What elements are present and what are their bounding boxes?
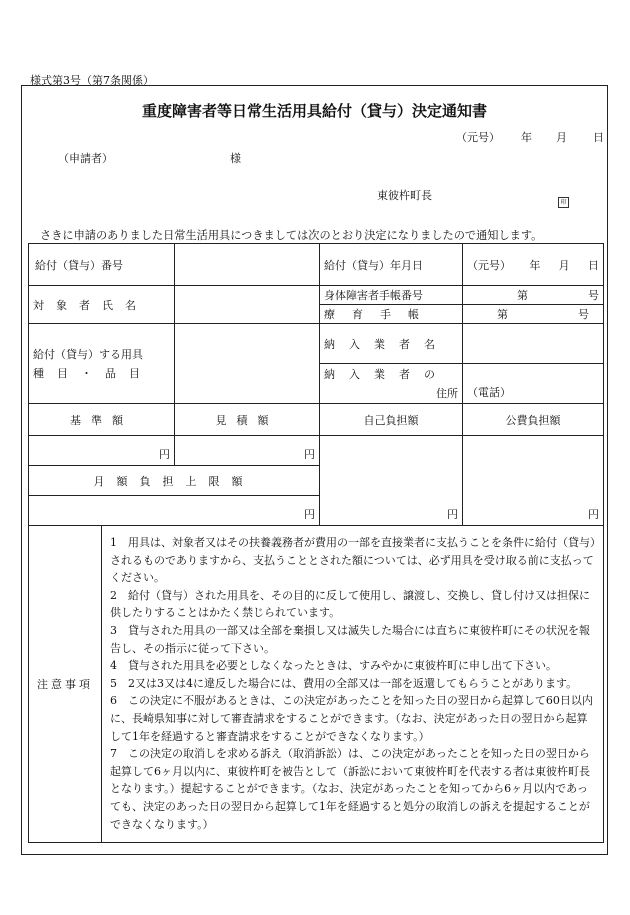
subject-name-label: 対象者氏名 [29,286,175,324]
standard-amount-value: 円 [29,436,175,466]
date-year: 年 [521,131,532,144]
public-pay-header: 公費負担額 [463,404,604,436]
note-item: 6 この決定に不服があるときは、この決定があったことを知った日の翌日から起算して60日以内に、長崎県知事に対して審査請求をすることができます。（なお、決定があった日の翌日から起算して1年を経過すると審査請求をすることができなくなります。） [110,694,593,743]
table-row [29,286,604,305]
grant-date-value: （元号） 年 月 日 [463,244,604,286]
notes-label: 注意事項 [29,526,102,843]
self-pay-header: 自己負担額 [320,404,463,436]
monthly-limit-value: 円 [29,496,320,526]
public-pay-value: 円 [463,436,604,526]
note-item: 7 この決定の取消しを求める訴え（取消訴訟）は、この決定があったことを知った日の翌日から起算して6ヶ月以内に、東彼杵町を被告として（訴訟において東彼杵町を代表する者は東彼杵町長となります。）提起することができます。（なお、決定があったことを知ってから6ヶ月以内であっても、決定のあった日の翌日から起算して1年を経過すると処分の取消しの訴えを提起することができなくなります。） [110,747,590,831]
notes-list [102,526,604,843]
table-row [29,244,604,286]
applicant-honorific: 様 [230,152,241,165]
grant-number-label: 給付（貸与）番号 [29,244,175,286]
applicant-label: （申請者） [58,152,113,165]
details-table [28,243,604,843]
date-era: （元号） [456,131,500,144]
item-label: 給付（貸与）する用具 種目・品目 [29,324,175,404]
note-item: 4 貸与された用具を必要としなくなったときは、すみやかに東彼杵町に申し出て下さい。 [110,659,557,673]
monthly-limit-label: 月額負担上限額 [29,466,320,496]
form-number-label: 様式第3号（第7条関係） [30,74,154,87]
care-book-label: 療育手帳 [320,305,463,324]
note-item: 1 用具は、対象者又はその扶養義務者が費用の一部を直接業者に支払うことを条件に給付（貸与）されるものでありますから、支払うこととされた額については、必ず用具を受け取る前に支払ってください。 [110,536,596,585]
care-book-value: 第 号 [463,305,604,324]
date-month: 月 [556,131,567,144]
vendor-address-label: 納入業者の 住所 [320,364,463,404]
table-row [29,404,604,436]
date-day: 日 [593,131,604,144]
note-item: 3 貸与された用具の一部又は全部を棄損し又は滅失した場合には直ちに東彼杵町にその状況を報告し、その指示に従って下さい。 [110,623,590,655]
table-row [29,324,604,364]
vendor-address-value: （電話） [463,364,604,404]
vendor-name-value [463,324,604,364]
seal-icon: 印 [558,189,569,208]
grant-date-label: 給付（貸与）年月日 [320,244,463,286]
disability-book-value: 第 号 [463,286,604,305]
estimate-amount-value: 円 [175,436,320,466]
vendor-name-label: 納入業者名 [320,324,463,364]
issuer-name: 東彼杵町長 [377,189,432,202]
note-item: 5 2又は3又は4に違反した場合には、費用の全部又は一部を返還してもらうことがあります。 [110,676,578,690]
table-row [29,436,604,466]
item-value [175,324,320,404]
table-row [29,526,604,843]
estimate-amount-header: 見積額 [175,404,320,436]
grant-number-value [175,244,320,286]
intro-text: さきに申請のありました日常生活用具につきましては次のとおり決定になりましたので通知します。 [40,229,543,242]
note-item: 2 給付（貸与）された用具を、その目的に反して使用し、譲渡し、交換し、貸し付け又は担保に供したりすることはかたく禁じられています。 [110,588,590,620]
disability-book-label: 身体障害者手帳番号 [320,286,463,305]
document-title: 重度障害者等日常生活用具給付（貸与）決定通知書 [141,102,487,120]
subject-name-value [175,286,320,324]
standard-amount-header: 基準額 [29,404,175,436]
self-pay-value: 円 [320,436,463,526]
